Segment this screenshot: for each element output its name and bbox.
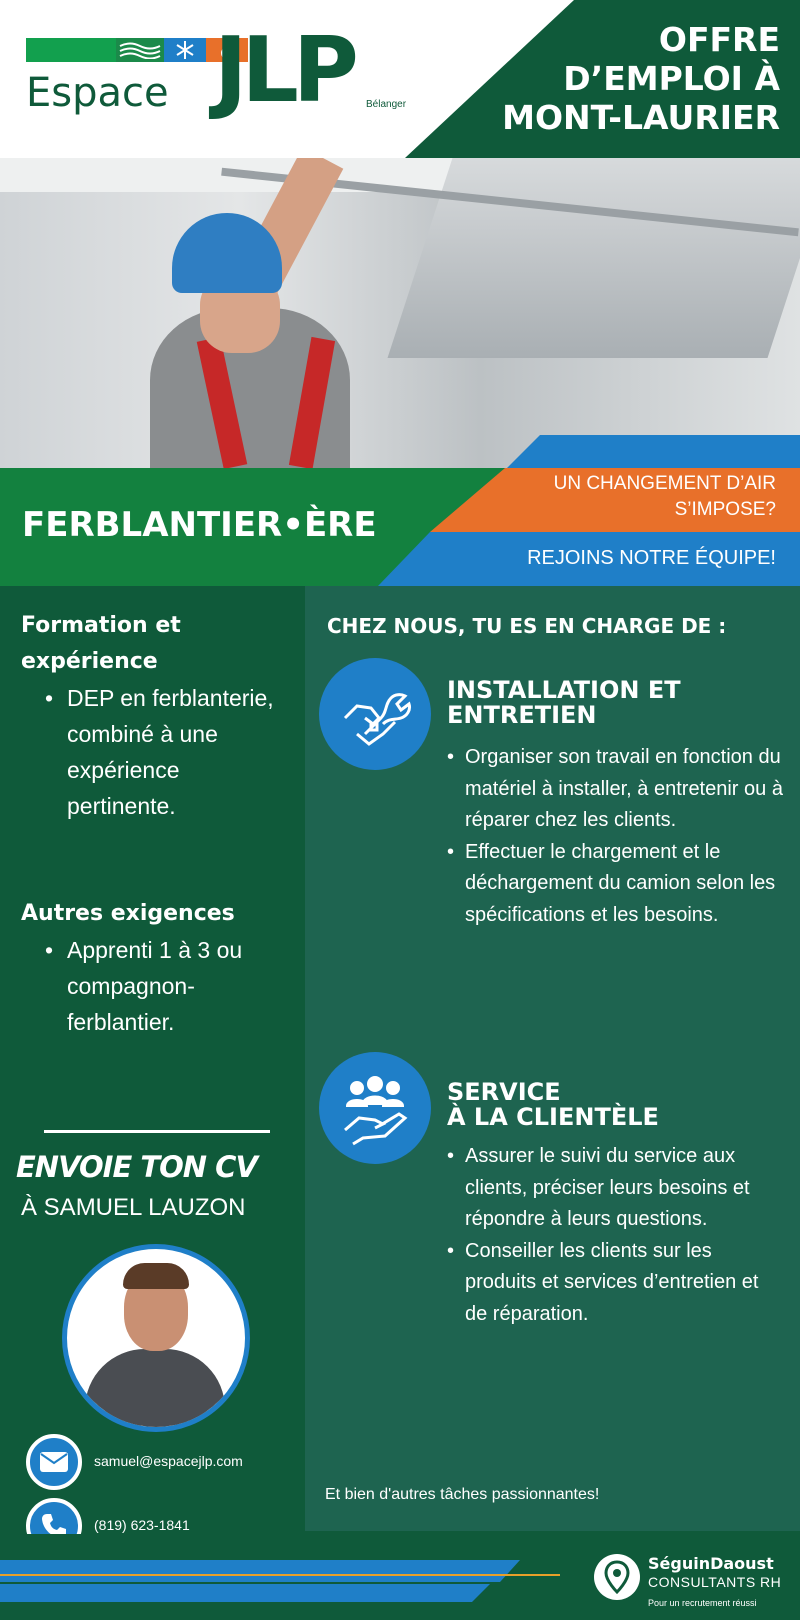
hero-photo [0, 158, 800, 468]
wrench-hand-icon [319, 658, 431, 770]
phone-link[interactable]: (819) 623-1841 [94, 1517, 190, 1533]
offer-line: D’EMPLOI À [563, 59, 780, 98]
job-title: FERBLANTIER•ÈRE [22, 505, 377, 545]
header [0, 0, 800, 158]
requirements-column [0, 586, 305, 1534]
offer-line: MONT-LAURIER [502, 98, 780, 137]
logo-espace-text: Espace [26, 70, 169, 116]
responsibilities-heading: CHEZ NOUS, TU ES EN CHARGE DE : [327, 614, 727, 638]
contact-avatar [62, 1244, 250, 1432]
list-item: • Effectuer le chargement et le déchargement du camion selon les spécifications et les besoins. [445, 837, 785, 932]
send-cv-heading: ENVOIE TON CV [16, 1150, 257, 1184]
snowflake-icon [175, 40, 195, 60]
list-item: • DEP en ferblanterie, combiné à une expérience pertinente. [45, 680, 291, 824]
air-waves-icon [118, 41, 162, 59]
formation-list [45, 680, 291, 824]
task-title-line: INSTALLATION ET [447, 676, 681, 704]
task-title-line: À LA CLIENTÈLE [447, 1103, 659, 1131]
service-task-list [445, 1141, 785, 1330]
task-title-line: SERVICE [447, 1078, 561, 1106]
divider [44, 1130, 270, 1133]
email-icon [26, 1434, 82, 1490]
other-requirements-heading: Autres exigences [21, 901, 235, 926]
task-title-installation [447, 678, 681, 728]
logo-jlp-text: JLP [214, 18, 353, 123]
list-item: • Assurer le suivi du service aux clients, préciser leurs besoins et répondre à leurs questions. [445, 1141, 785, 1236]
seguin-daoust-slogan: Pour un recrutement réussi [648, 1598, 757, 1608]
responsibilities-column [305, 586, 800, 1531]
list-item: • Conseiller les clients sur les produits et services d’entretien et de réparation. [445, 1236, 785, 1331]
send-to-name: À SAMUEL LAUZON [21, 1194, 246, 1221]
espace-jlp-logo [26, 18, 426, 123]
formation-heading: Formation et expérience [21, 613, 181, 674]
email-link[interactable]: samuel@espacejlp.com [94, 1453, 243, 1469]
seguin-daoust-brand: SéguinDaoust [648, 1554, 774, 1573]
task-title-service [447, 1080, 659, 1130]
footer-line [0, 1574, 560, 1576]
seguin-daoust-sub: CONSULTANTS RH [648, 1574, 782, 1590]
tagline: UN CHANGEMENT D’AIR S’IMPOSE? [553, 473, 776, 520]
formation-section [21, 608, 291, 824]
offer-line: OFFRE [658, 20, 780, 59]
logo-belanger-text: Bélanger [366, 99, 407, 110]
list-item: • Organiser son travail en fonction du matériel à installer, à entretenir ou à réparer chez les clients. [445, 742, 785, 837]
location-pin-icon [594, 1554, 640, 1600]
offer-title [400, 20, 780, 137]
installation-task-list [445, 742, 785, 931]
more-tasks-note: Et bien d'autres tâches passionnantes! [325, 1486, 600, 1503]
people-hand-icon [319, 1052, 431, 1164]
task-title-line: ENTRETIEN [447, 701, 597, 729]
join-team-text: REJOINS NOTRE ÉQUIPE! [527, 547, 776, 569]
other-requirements-section [21, 896, 301, 1040]
list-item: • Apprenti 1 à 3 ou compagnon-ferblantier. [45, 932, 301, 1040]
footer [0, 1534, 800, 1620]
other-requirements-list [45, 932, 301, 1040]
